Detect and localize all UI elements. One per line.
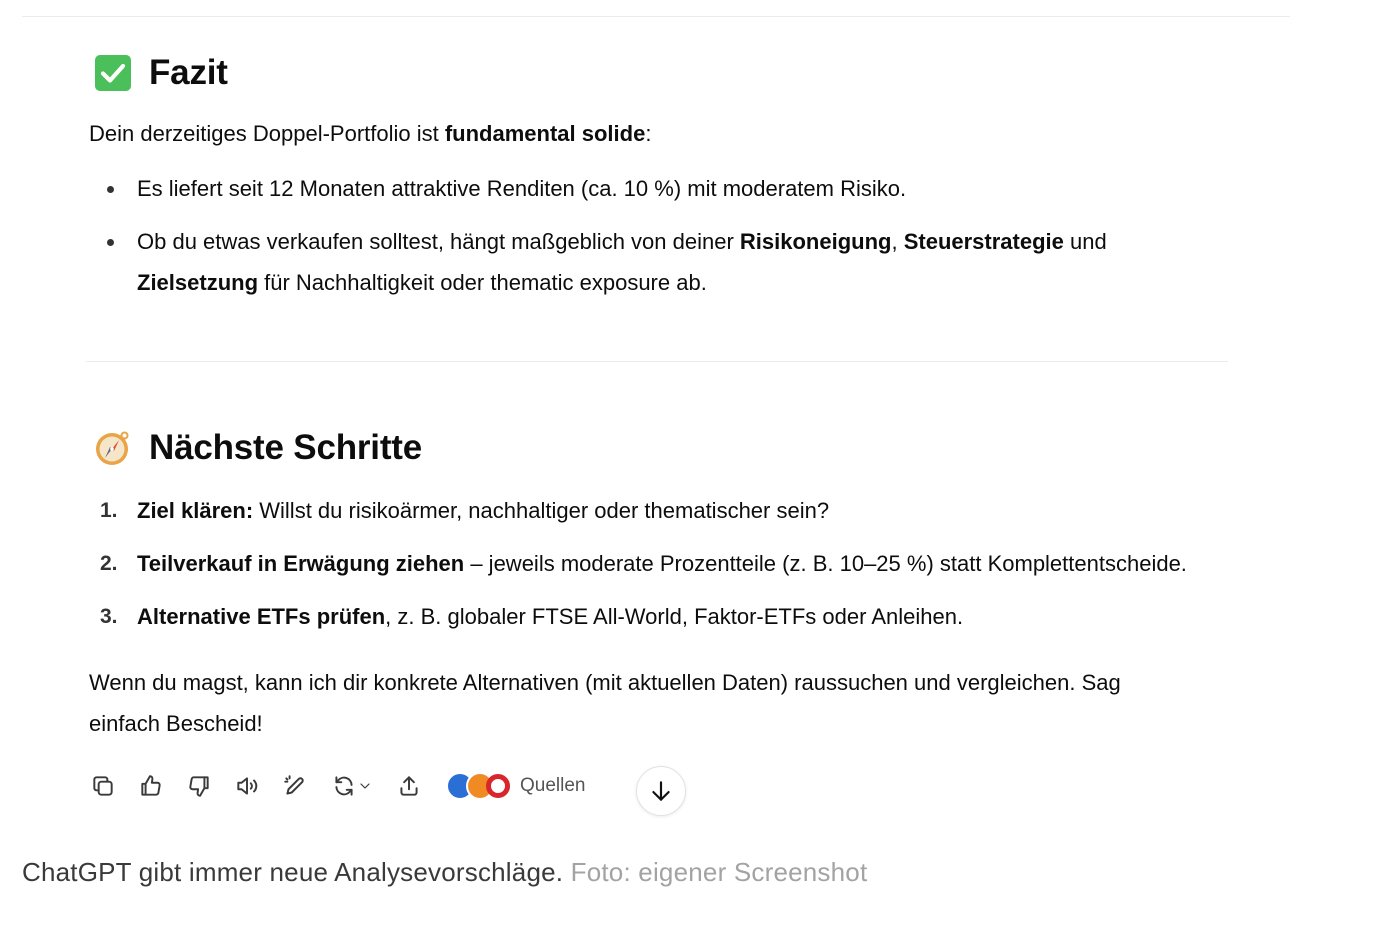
closing-paragraph: Wenn du magst, kann ich dir konkrete Alternativen (mit aktuellen Daten) raussuchen und vergleichen. Sag einfach Bescheid! [89,670,1121,736]
sources-label: Quellen [520,775,586,796]
read-aloud-button[interactable] [232,771,262,801]
compass-icon [94,429,132,467]
intro-bold: fundamental solide [444,121,646,146]
caption-credit: Foto: eigener Screenshot [570,857,868,887]
fazit-title: Fazit [149,53,228,92]
next-steps-title: Nächste Schritte [149,428,423,467]
intro-suffix: : [645,121,652,146]
step-3: Alternative ETFs prüfen, z. B. globaler FTSE All-World, Faktor-ETFs oder Anleihen. [137,604,964,629]
image-caption [22,857,867,888]
step-number: 3. [100,605,118,628]
section-divider [86,361,1228,362]
thumbs-up-icon [138,773,164,799]
risk-appetite-bold: Risikoneigung [739,229,892,254]
arrow-down-icon [648,778,674,804]
edit-in-canvas-icon [282,773,308,799]
thumbs-down-button[interactable] [184,771,214,801]
step-number: 1. [100,499,118,522]
caption-text: ChatGPT gibt immer neue Analysevorschläge. [22,857,564,887]
regenerate-icon [331,773,357,799]
fazit-intro [89,113,651,154]
fazit-heading [94,53,228,93]
message-action-bar [88,766,586,806]
chevron-down-icon [357,778,373,794]
fazit-bullet-2: Ob du etwas verkaufen solltest, hängt maßgeblich von deiner Risikoneigung, Steuerstrategie und Zielsetzung für Nachhaltigkeit oder thematic exposure ab. [137,229,1107,295]
intro-text: Dein derzeitiges Doppel-Portfolio ist [89,121,445,146]
tax-strategy-bold: Steuerstrategie [903,229,1064,254]
bullet-dot [107,186,114,193]
sources-button[interactable] [446,772,586,800]
goal-setting-bold: Zielsetzung [137,270,259,295]
top-divider [22,16,1290,17]
copy-icon [90,773,116,799]
bullet-dot [107,239,114,246]
fazit-bullet-1: Es liefert seit 12 Monaten attraktive Renditen (ca. 10 %) mit moderatem Risiko. [137,176,907,201]
read-aloud-icon [234,773,260,799]
edit-button[interactable] [280,771,310,801]
scroll-to-bottom-button[interactable] [636,766,686,816]
thumbs-down-icon [186,773,212,799]
step-number: 2. [100,552,118,575]
copy-button[interactable] [88,771,118,801]
share-icon [396,773,422,799]
step-2: Teilverkauf in Erwägung ziehen – jeweils moderate Prozentteile (z. B. 10–25 %) statt Komplettentscheide. [137,551,1187,576]
next-steps-heading [94,428,422,468]
step-1: Ziel klären: Willst du risikoärmer, nachhaltiger oder thematischer sein? [137,498,830,523]
source-favicon-icon [486,774,510,798]
regenerate-button[interactable] [328,771,376,801]
check-mark-button-icon [94,54,132,92]
share-button[interactable] [394,771,424,801]
thumbs-up-button[interactable] [136,771,166,801]
